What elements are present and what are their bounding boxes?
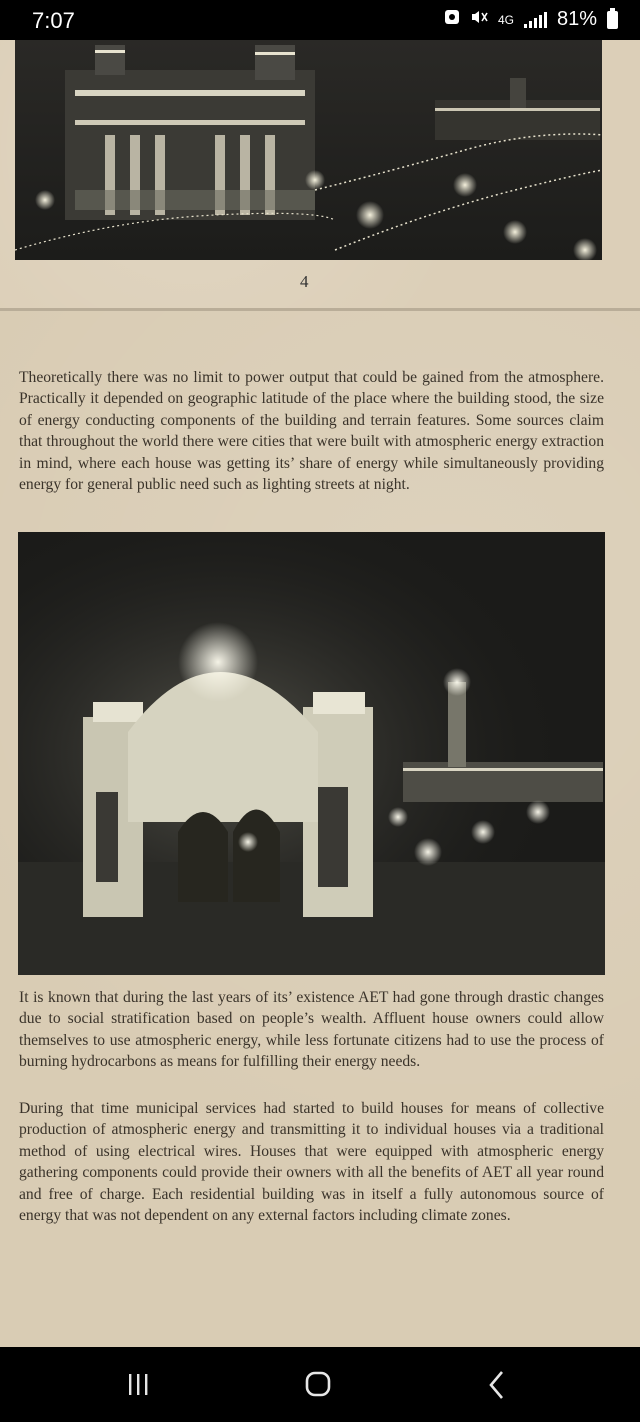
illuminated-gate-photo [18, 532, 605, 975]
paragraph-3: During that time municipal services had started to build houses for means of collective production of atmospheric energy and transmitting it to individual houses via a traditional method of using electrical wires. Houses that were equipped with atmospheric energy gathering components could provide their owners with all the benefits of AET all year round and free of charge. Each residential building was in itself a fully autonomous source of energy that was not dependent on any external factors including climate zones. [19, 1100, 604, 1225]
illuminated-building-photo [15, 40, 602, 260]
book-page-top [0, 40, 640, 308]
recents-icon [118, 1367, 158, 1403]
recents-button[interactable] [118, 1367, 158, 1403]
back-icon [476, 1367, 516, 1403]
home-icon [298, 1367, 338, 1403]
status-bar [0, 0, 640, 40]
page-number: 4 [300, 272, 309, 291]
network-type-icon: 4G [497, 12, 514, 27]
paragraph-1: Theoretically there was no limit to power output that could be gained from the atmosphere. Practically it depended on geographic latitude of the place where the building stood, the size of energy conducting components of the building and terrain features. Some sources claim that throughout the world there were cities that were built with atmospheric energy extraction in mind, where each house was getting its’ share of energy while simultaneously providing energy for general public need such as lighting streets at night. [19, 369, 604, 494]
home-button[interactable] [298, 1367, 338, 1403]
status-time: 7:07 [32, 8, 75, 33]
navigation-bar [0, 1347, 640, 1422]
paragraph-2: It is known that during the last years of its’ existence AET had gone through drastic changes due to social stratification based on people’s wealth. Affluent house owners could allow themselves to use atmospheric energy, while less fortunate citizens had to use the process of burning hydrocarbons as means for fulfilling their energy needs. [19, 989, 604, 1071]
signal-icon [524, 12, 547, 28]
status-icons [444, 8, 618, 31]
battery-percent: 81% [556, 8, 597, 30]
mute-icon [470, 9, 488, 30]
notification-icon [444, 9, 460, 30]
battery-icon [607, 11, 618, 29]
back-button[interactable] [476, 1367, 516, 1403]
